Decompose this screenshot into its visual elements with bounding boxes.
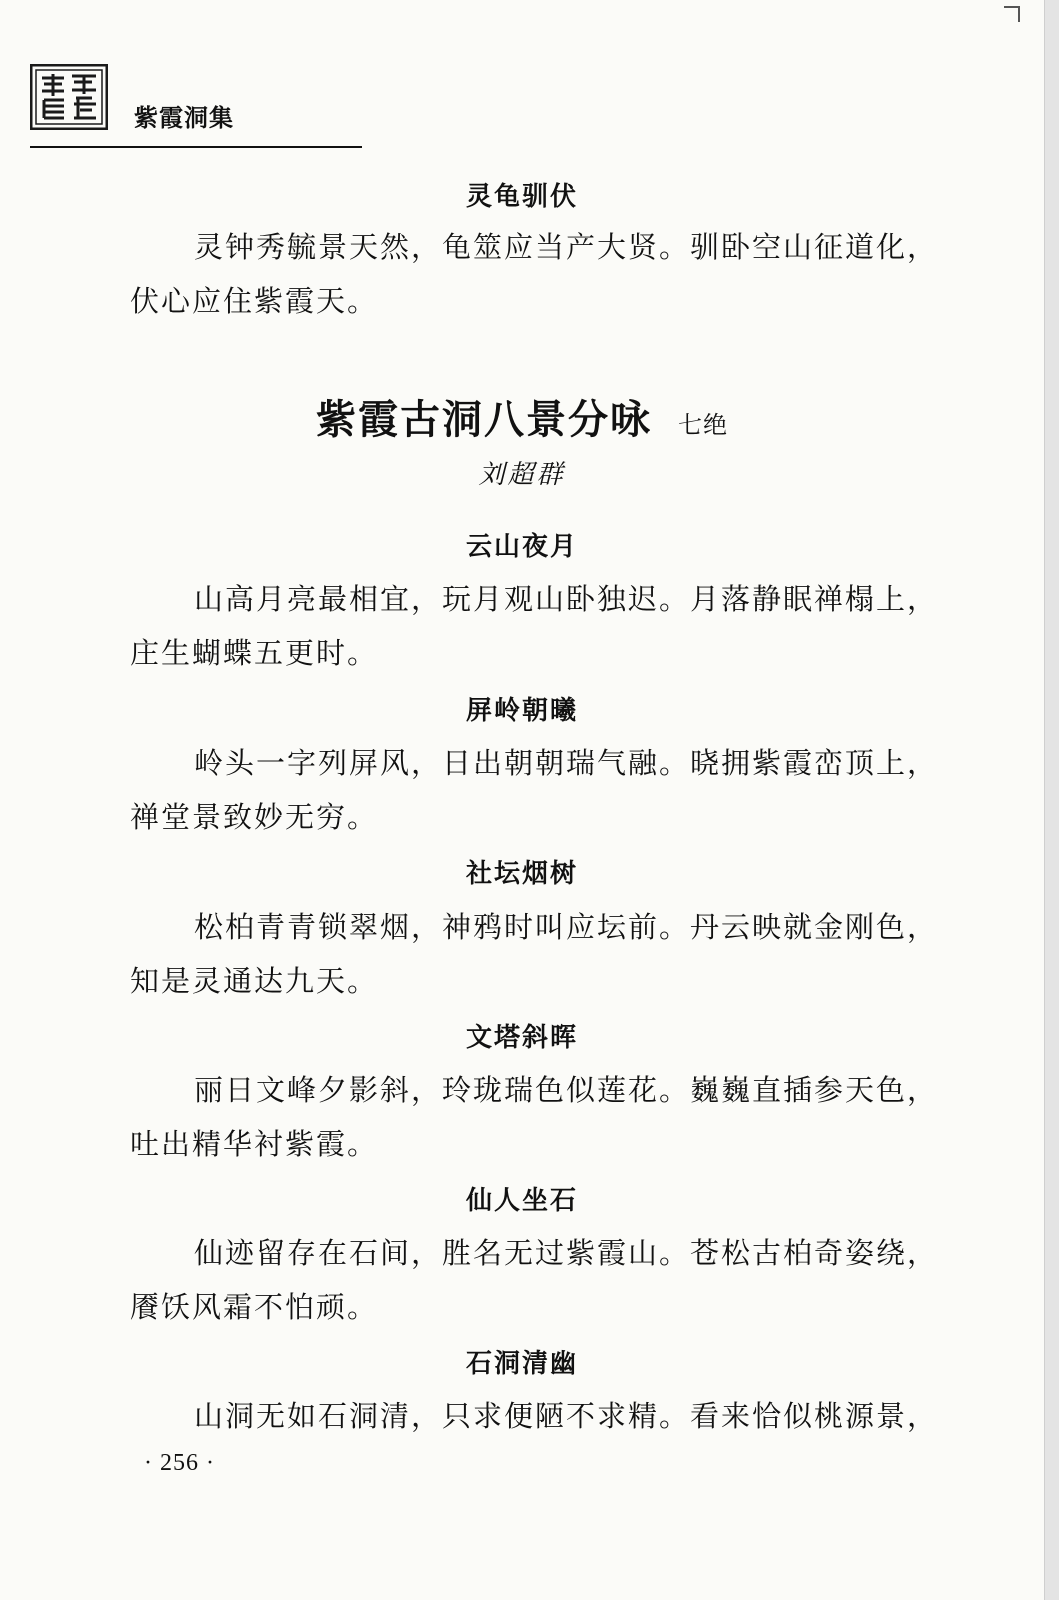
corner-mark xyxy=(1004,6,1020,22)
poem-title: 屏岭朝曦 xyxy=(465,696,578,726)
series-title-text: 紫霞古洞八景分咏 xyxy=(316,396,652,443)
poem-text: 仙迹留存在石间，胜名无过紫霞山。苍松古柏奇姿绕，餍饫风霜不怕顽。 xyxy=(130,1236,939,1324)
page-number: · 256 · xyxy=(144,1450,215,1476)
poem-text: 灵钟秀毓景天然，龟筮应当产大贤。驯卧空山征道化，伏心应住紫霞天。 xyxy=(130,230,939,318)
poem-text: 松柏青青锁翠烟，神鸦时叫应坛前。丹云映就金刚色，知是灵通达九天。 xyxy=(130,910,939,998)
seal-logo xyxy=(30,64,108,130)
poem-title: 社坛烟树 xyxy=(465,859,578,889)
poem-text: 岭头一字列屏风，日出朝朝瑞气融。晓拥紫霞峦顶上，禅堂景致妙无穷。 xyxy=(130,746,939,834)
verse-form-note: 七绝 xyxy=(678,411,728,439)
poem-title: 仙人坐石 xyxy=(465,1186,578,1216)
running-title: 紫霞洞集 xyxy=(134,104,234,132)
poem-title: 文塔斜晖 xyxy=(465,1023,578,1053)
poem-text: 山高月亮最相宜，玩月观山卧独迟。月落静眠禅榻上，庄生蝴蝶五更时。 xyxy=(130,582,939,670)
poem-text: 山洞无如石洞清，只求便陋不求精。看来恰似桃源景， xyxy=(194,1399,939,1433)
poem-title: 灵龟驯伏 xyxy=(465,182,578,212)
author: 刘超群 xyxy=(478,460,566,490)
poem-title: 云山夜月 xyxy=(465,532,578,562)
poem-text: 丽日文峰夕影斜，玲珑瑞色似莲花。巍巍直插参天色，吐出精华衬紫霞。 xyxy=(130,1073,939,1161)
header-rule xyxy=(30,146,362,148)
series-title xyxy=(0,388,1044,445)
poem-title: 石洞清幽 xyxy=(465,1349,578,1379)
page-edge xyxy=(1044,0,1059,1600)
